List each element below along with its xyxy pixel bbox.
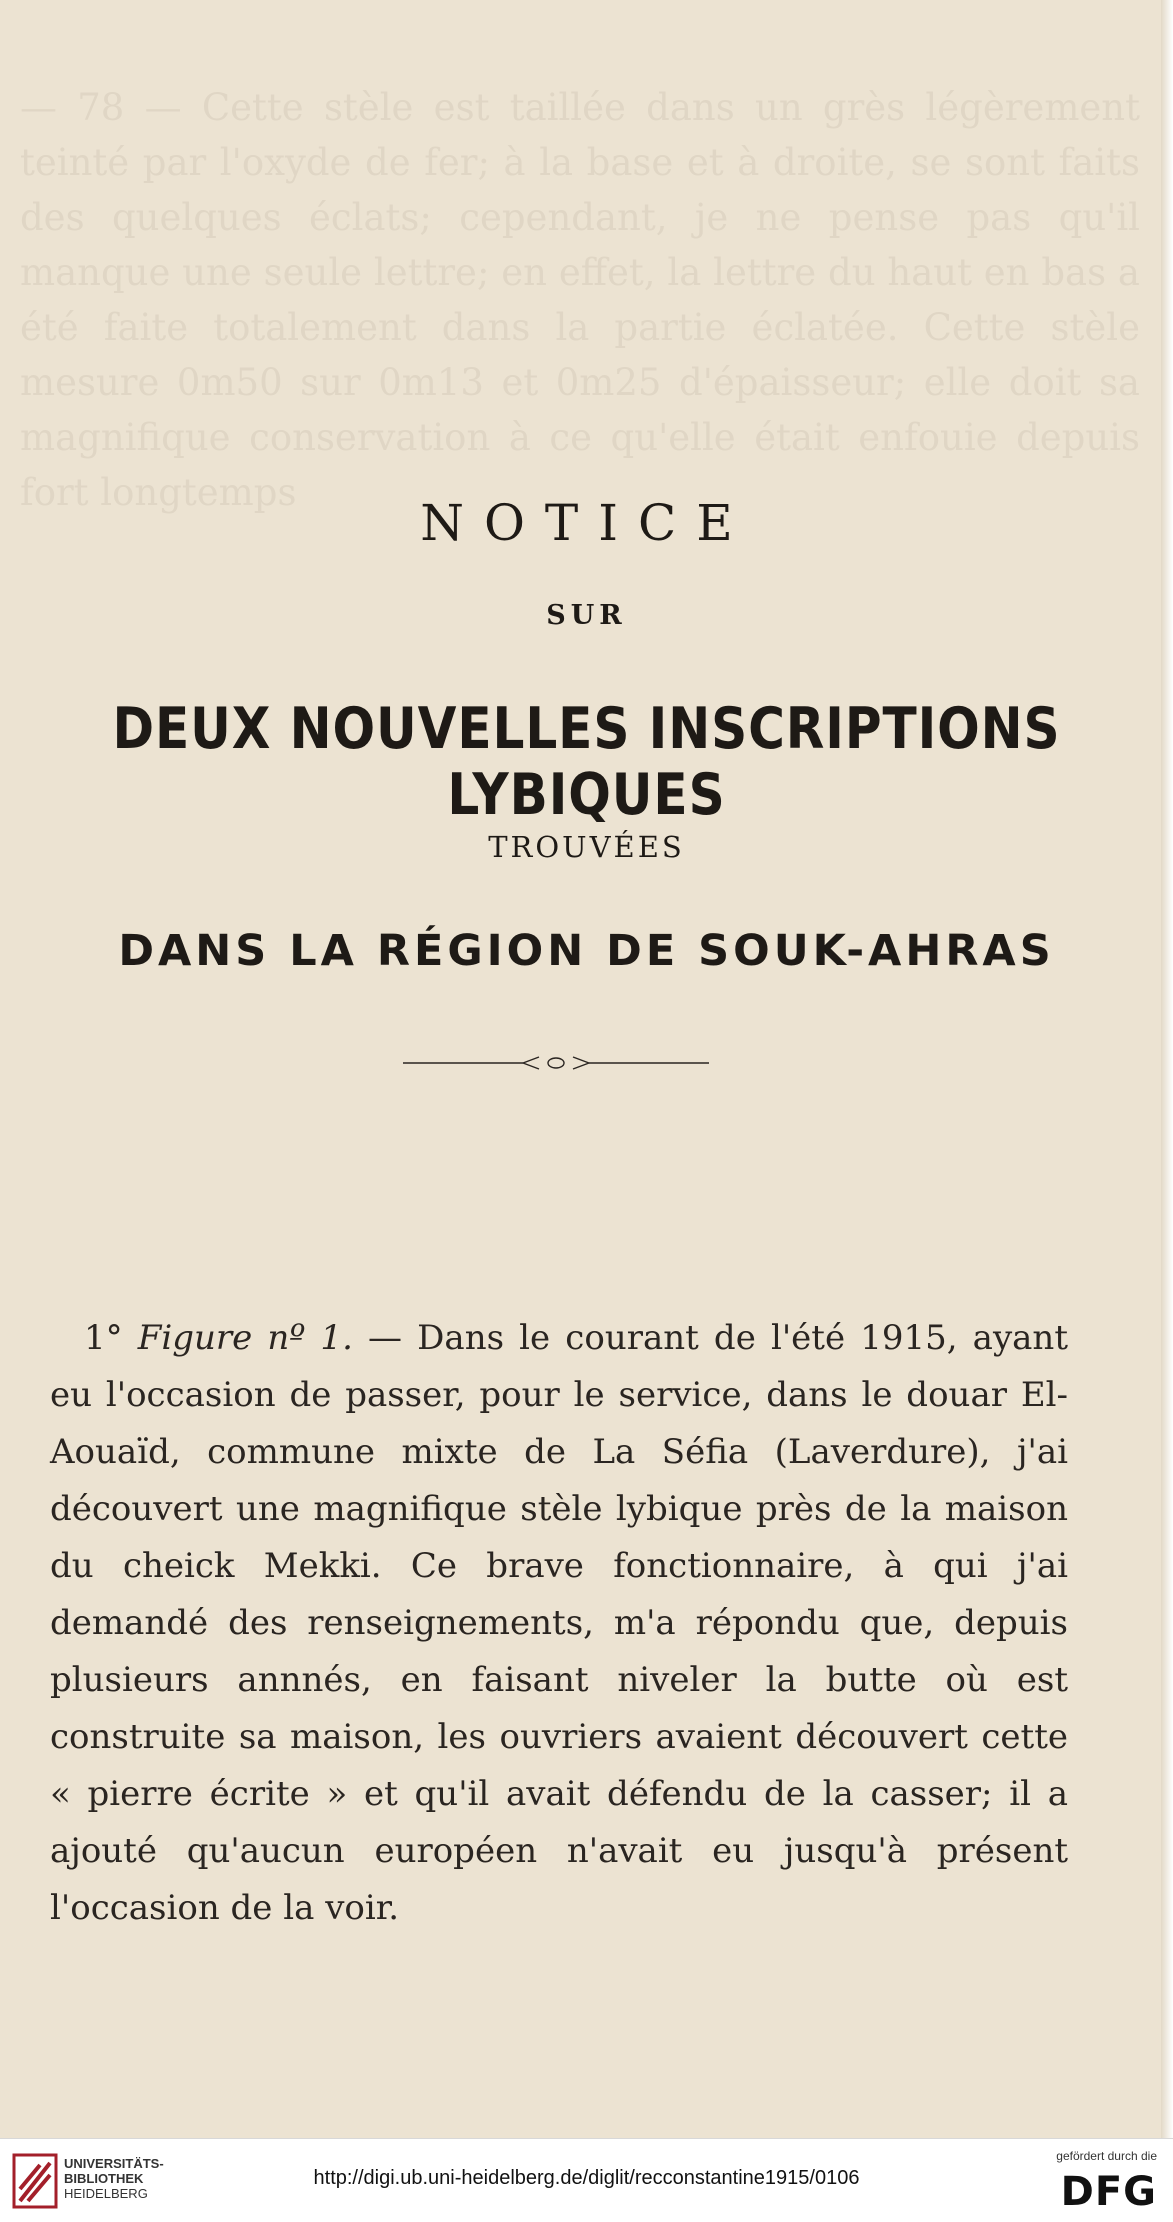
dfg-logo[interactable]: DFG bbox=[1060, 2169, 1157, 2215]
main-headline: DEUX NOUVELLES INSCRIPTIONS LYBIQUES bbox=[112, 696, 1061, 828]
paragraph-text: — Dans le courant de l'été 1915, ayant eu l'occasion de passer, pour le service, dans le douar El-Aouaïd, commune mixte de La Séfia (Laverdure), j'ai découvert une magnifique stèle lybique près de la maison du cheick Mekki. Ce brave fonctionnaire, à qui j'ai demandé des renseignements, m'a répondu que, depuis plusieurs annnés, en faisant niveler la butte où est construite sa maison, les ouvriers avaient découvert cette « pierre écrite » et qu'il avait défendu de la casser; il a ajouté qu'aucun européen n'avait eu jusqu'à présent l'occasion de la voir. bbox=[50, 1318, 1068, 1928]
notice-title: NOTICE bbox=[420, 494, 753, 552]
ornamental-rule-icon bbox=[403, 1052, 709, 1074]
permalink-url[interactable]: http://digi.ub.uni-heidelberg.de/diglit/recconstantine1915/0106 bbox=[313, 2167, 860, 2189]
region-headline: DANS LA RÉGION DE SOUK-AHRAS bbox=[118, 926, 1055, 976]
page-edge bbox=[1161, 0, 1173, 2138]
paragraph-number: 1° bbox=[84, 1318, 123, 1358]
trouvees-subtitle: TROUVÉES bbox=[488, 830, 685, 864]
sur-subtitle: SUR bbox=[546, 600, 627, 631]
body-paragraph bbox=[50, 1310, 1068, 1937]
bleed-through-text: — 78 — Cette stèle est taillée dans un grès légèrement teinté par l'oxyde de fer; à la base et à droite, se sont faits des quelques éclats; cependant, je ne pense pas qu'il manque une seule lettre; en effet, la lettre du haut en bas a été faite totalement dans la partie éclatée. Cette stèle mesure 0m50 sur 0m13 et 0m25 d'épaisseur; elle doit sa magnifique conservation à ce qu'elle était enfouie depuis fort longtemps bbox=[20, 86, 1140, 514]
university-line-3: HEIDELBERG bbox=[64, 2186, 148, 2201]
figure-label: Figure nº 1. bbox=[137, 1318, 353, 1358]
university-line-1: UNIVERSITÄTS- bbox=[64, 2156, 164, 2171]
university-line-2: BIBLIOTHEK bbox=[64, 2171, 144, 2186]
sponsor-note: gefördert durch die bbox=[1056, 2149, 1157, 2163]
viewer-footer bbox=[0, 2138, 1173, 2222]
